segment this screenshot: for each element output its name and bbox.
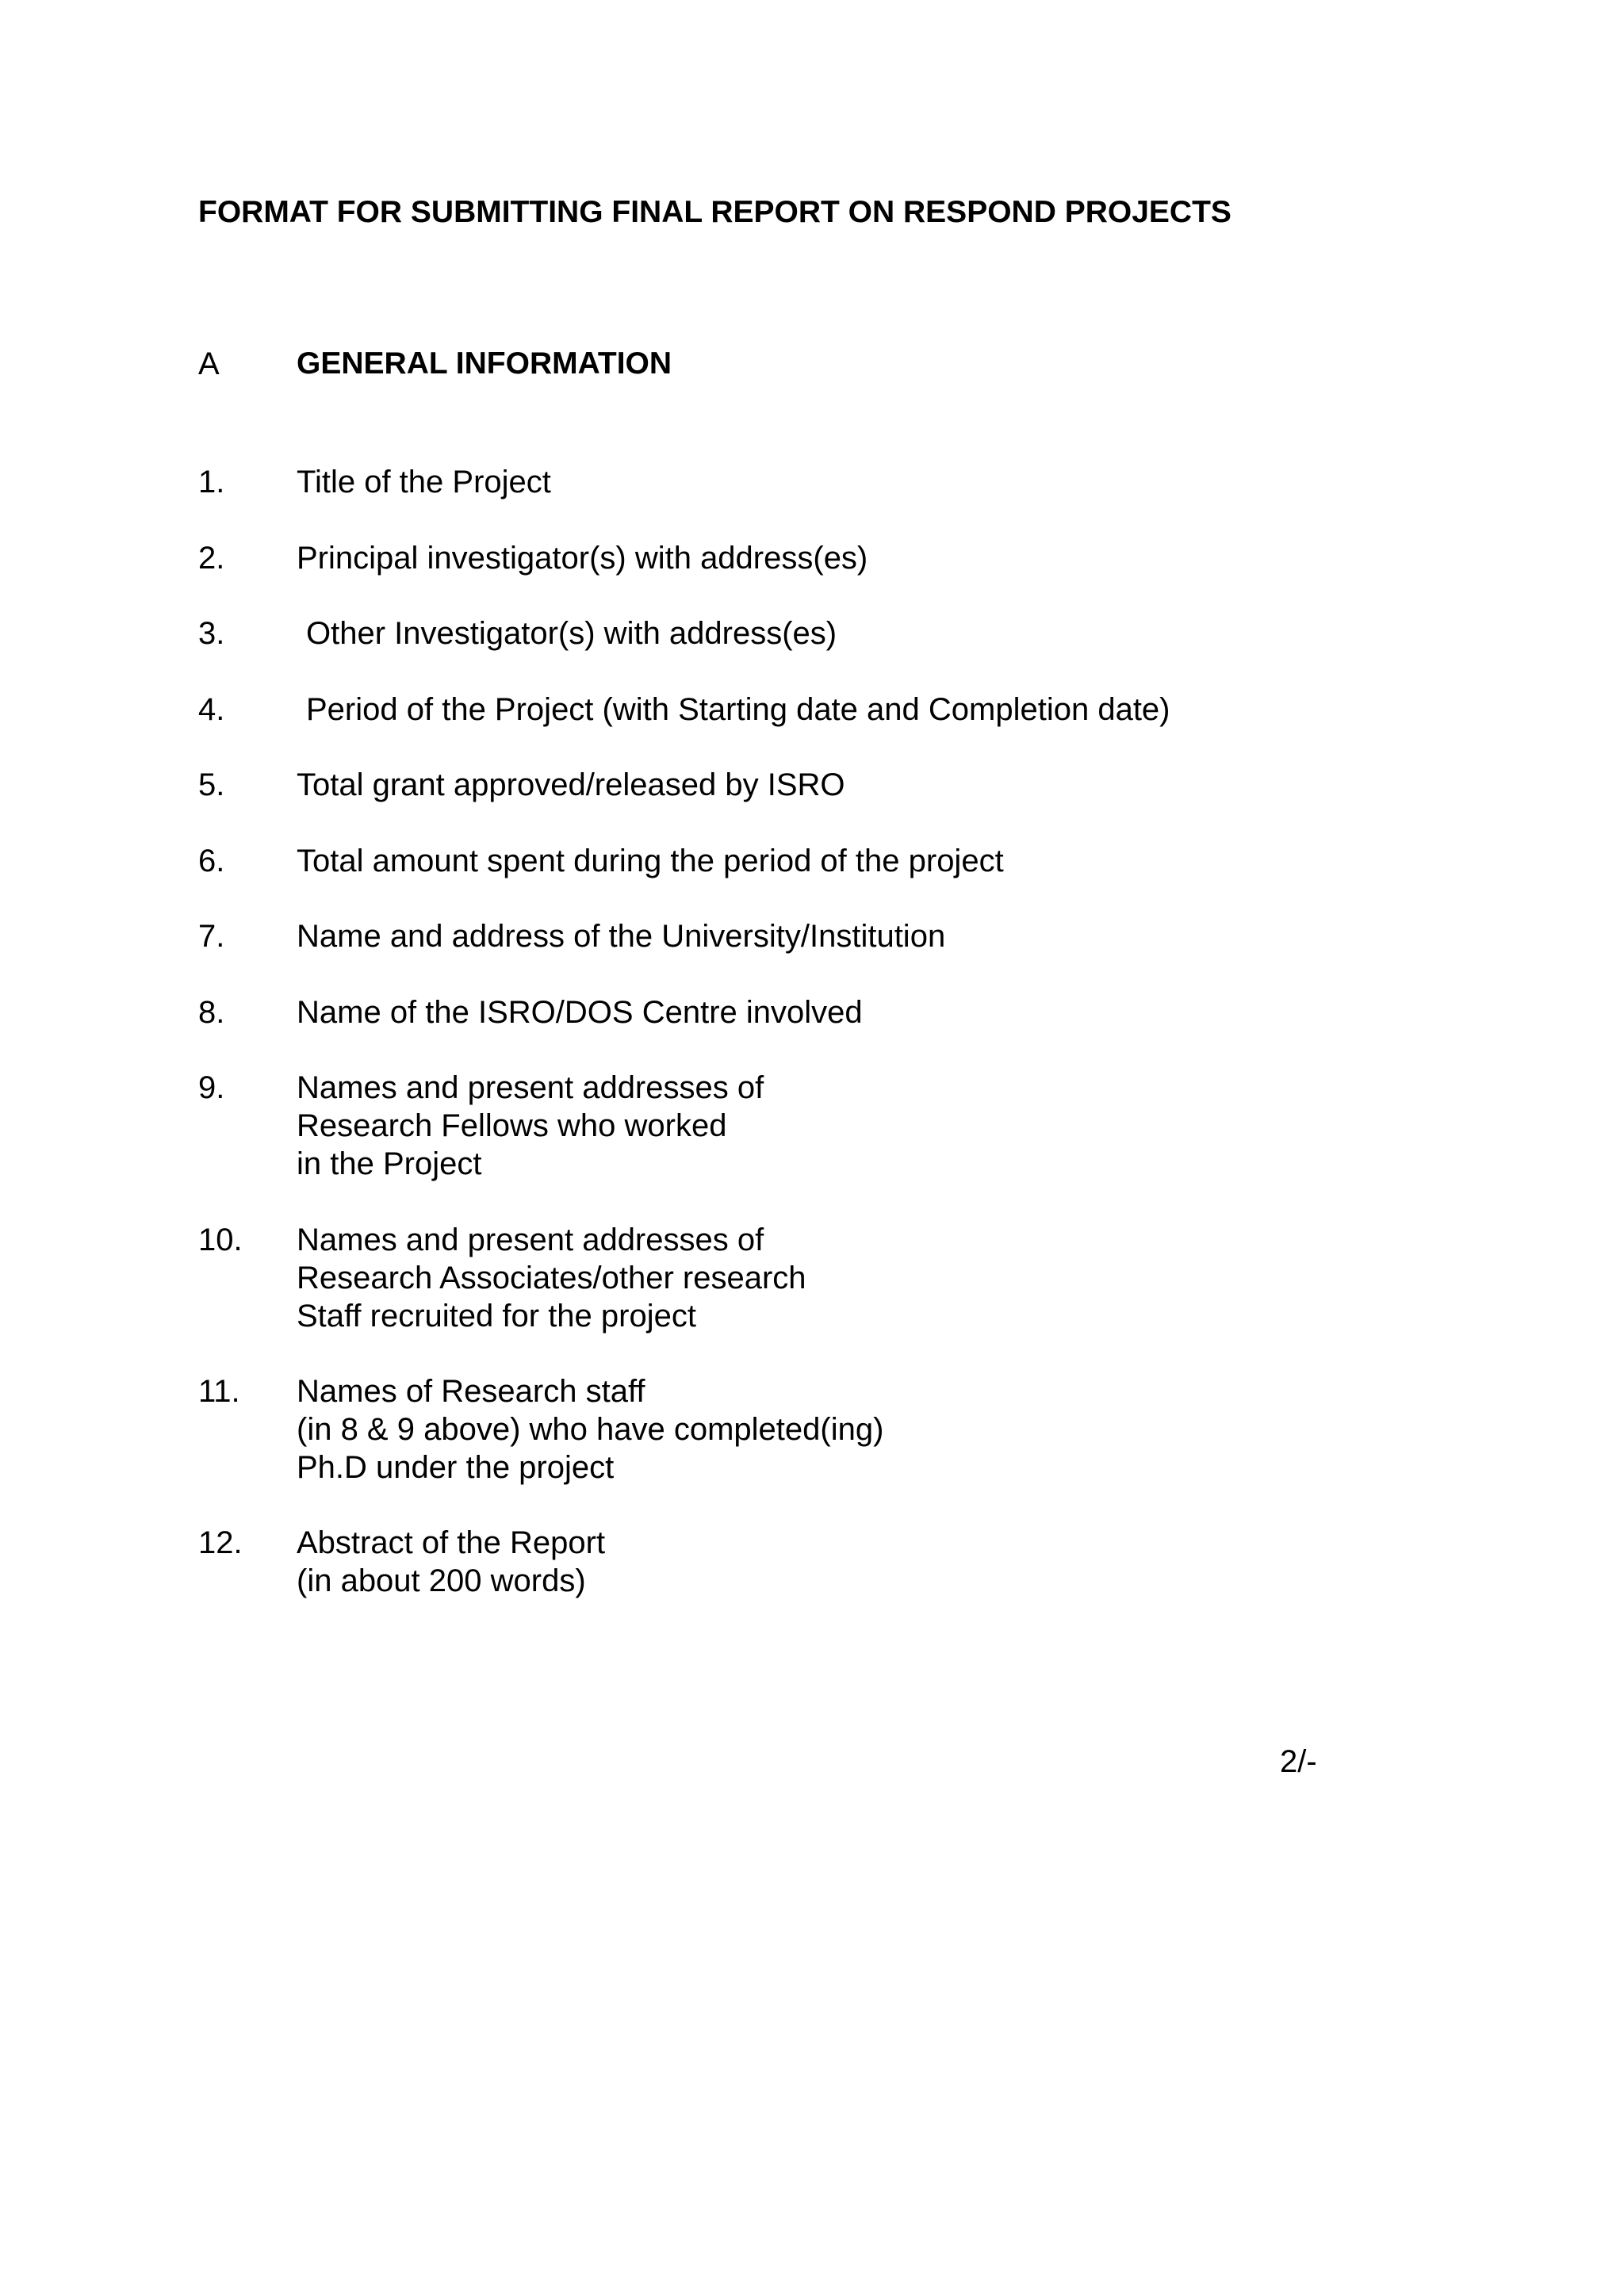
document-title: FORMAT FOR SUBMITTING FINAL REPORT ON RESPOND PROJECTS [198,195,1231,229]
item-number: 11. [198,1374,240,1409]
item-number: 4. [198,692,225,727]
item-text: Names and present addresses of Research Fellows who worked in the Project [297,1070,764,1181]
item-text: Abstract of the Report (in about 200 words) [297,1525,606,1598]
item-text: Principal investigator(s) with address(es) [297,541,868,576]
item-number: 8. [198,995,225,1030]
section-heading: GENERAL INFORMATION [297,346,672,381]
item-number: 7. [198,919,225,954]
item-number: 3. [198,616,225,651]
section-letter: A [198,346,220,381]
item-text: Other Investigator(s) with address(es) [306,616,837,651]
item-number: 1. [198,465,225,499]
item-text: Total grant approved/released by ISRO [297,767,845,802]
item-number: 12. [198,1525,243,1560]
page-continuation-marker: 2/- [1280,1744,1317,1779]
item-text: Period of the Project (with Starting date and Completion date) [306,692,1170,727]
item-text: Name and address of the University/Institution [297,919,946,954]
item-number: 5. [198,767,225,802]
item-number: 10. [198,1223,243,1257]
item-text: Names of Research staff (in 8 & 9 above) who have completed(ing) Ph.D under the project [297,1374,884,1485]
item-text: Total amount spent during the period of the project [297,844,1004,878]
item-number: 9. [198,1070,225,1105]
item-number: 6. [198,844,225,878]
item-text: Names and present addresses of Research Associates/other research Staff recruited for the project [297,1223,806,1334]
item-text: Title of the Project [297,465,551,499]
item-text: Name of the ISRO/DOS Centre involved [297,995,863,1030]
item-number: 2. [198,541,225,576]
